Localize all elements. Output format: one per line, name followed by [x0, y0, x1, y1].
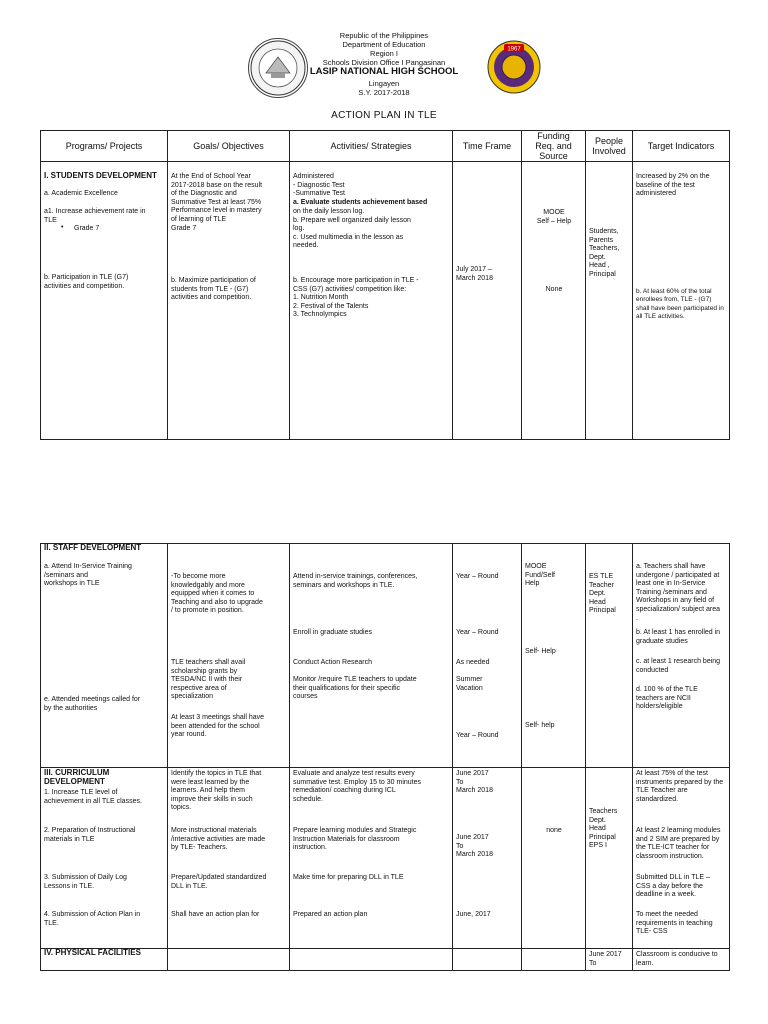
activity-item: Conduct Action Research: [293, 659, 372, 666]
col-header-programs: Programs/ Projects: [41, 131, 168, 162]
cell-funding: [522, 768, 586, 949]
activity-item: Make time for preparing DLL in TLE: [293, 874, 404, 881]
time-item: As needed: [456, 659, 490, 666]
col-header-people: People Involved: [586, 131, 633, 162]
program-item: 3. Submission of Daily Log Lessons in TLE.: [44, 874, 127, 890]
time-item: Year – Round: [456, 629, 499, 636]
time-item: Year – Round: [456, 732, 499, 739]
cell-target: [633, 544, 730, 768]
goal-item: At least 3 meetings shall have been attended for the school year round.: [171, 714, 264, 739]
program-item: Grade 7: [74, 225, 100, 232]
people-item: Students, Parents Teachers, Dept. Head , Principal: [589, 228, 620, 278]
program-item: 2. Preparation of Instructional materials in TLE: [44, 827, 136, 843]
action-plan-table-1: [40, 130, 730, 440]
target-item: Submitted DLL in TLE – CSS a day before the deadline in a week.: [636, 874, 710, 899]
funding-item: MOOE Self – Help: [536, 209, 572, 225]
goal-item: At the End of School Year 2017-2018 base on the result of the Diagnostic and Summative Test at least 75% Performance level in mastery of learning of TLE Grade 7: [171, 173, 263, 232]
cell-people: [586, 162, 633, 440]
header-town: Lingayen: [368, 79, 400, 88]
program-item: 1. Increase TLE level of achievement in all TLE classes.: [44, 789, 142, 805]
cell-time-frame: [453, 162, 522, 440]
target-item: d. 100 % of the TLE teachers are NCII holders/eligible: [636, 686, 698, 711]
svg-text:1967: 1967: [507, 46, 521, 53]
section-title: III. CURRICULUM DEVELOPMENT: [44, 768, 110, 786]
cell-funding: [522, 544, 586, 768]
col-header-time-frame: Time Frame: [453, 131, 522, 162]
time-item: Summer Vacation: [456, 676, 483, 692]
activity-item: Enroll in graduate studies: [293, 629, 372, 636]
goal-item: b. Maximize participation of students from TLE - (G7) activities and competition.: [171, 277, 256, 302]
time-item: July 2017 – March 2018: [456, 266, 493, 282]
cell-time-frame: [453, 949, 522, 971]
cell-target: [633, 768, 730, 949]
target-item: At least 2 learning modules and 2 SIM are prepared by the TLE-ICT teacher for classroom instruction.: [636, 827, 721, 860]
action-plan-table-2: [40, 543, 730, 971]
cell-programs: [41, 768, 168, 949]
activity-item: Evaluate and analyze test results every summative test. Employ 15 to 30 minutes remediation/ coaching during ICL schedule.: [293, 770, 421, 803]
funding-item: Self- help: [525, 722, 555, 729]
cell-goals: [168, 162, 290, 440]
people-item: June 2017 To: [589, 951, 622, 967]
activity-item: Prepared an action plan: [293, 911, 368, 918]
time-item: June 2017 To March 2018: [456, 770, 493, 795]
header-republic: Republic of the Philippines: [339, 31, 429, 40]
cell-people: [586, 544, 633, 768]
funding-item: none: [546, 827, 562, 834]
program-item: e. Attended meetings called for by the authorities: [44, 696, 141, 712]
section-title: II. STAFF DEVELOPMENT: [44, 543, 142, 552]
goal-item: Prepare/Updated standardized DLL in TLE.: [171, 874, 267, 890]
time-item: Year – Round: [456, 573, 499, 580]
cell-goals: [168, 544, 290, 768]
header-department: Department of Education: [342, 40, 426, 49]
bullet-icon: •: [61, 224, 64, 231]
program-item: b. Participation in TLE (G7) activities and competition.: [44, 274, 129, 290]
school-name: LASIP NATIONAL HIGH SCHOOL: [309, 66, 459, 77]
target-item: a. Teachers shall have undergone / participated at least one in In-Service Training /seminars and Workshops in any field of specialization/ subject area .: [636, 563, 721, 622]
activity-item: b. Encourage more participation in TLE - CSS (G7) activities/ competition like: 1. Nutrition Month 2. Festival of the Talents 3. Technolympics: [293, 277, 419, 319]
cell-time-frame: [453, 544, 522, 768]
goal-item: More instructional materials /interactive activities are made by TLE- Teachers.: [171, 827, 266, 852]
activity-item: Monitor /require TLE teachers to update their qualifications for their specific courses: [293, 676, 417, 701]
section-title: I. STUDENTS DEVELOPMENT: [44, 171, 157, 180]
cell-goals: [168, 949, 290, 971]
goal-item: -To become more knowledgably and more equipped when it comes to Teaching and also to upgrade / to promote in position.: [171, 573, 263, 615]
cell-activities: [290, 544, 453, 768]
activity-item: a. Evaluate students achievement based: [293, 199, 428, 206]
cell-programs: [41, 949, 168, 971]
target-item: b. At least 1 has enrolled in graduate studies: [636, 629, 721, 645]
activity-item: Attend in-service trainings, conferences, seminars and workshops in TLE.: [293, 573, 418, 589]
target-item: b. At least 60% of the total enrollees from, TLE - (G7) shall have been participated in all TLE activities.: [636, 288, 724, 320]
goal-item: TLE teachers shall avail scholarship grants by TESDA/NC II with their respective area of specialization: [171, 659, 246, 701]
cell-target: [633, 949, 730, 971]
goal-item: Shall have an action plan for: [171, 911, 260, 918]
program-item: 4. Submission of Action Plan in TLE.: [44, 911, 141, 927]
target-item: At least 75% of the test instruments prepared by the TLE Teacher are standardized.: [636, 770, 724, 803]
cell-activities: [290, 768, 453, 949]
time-item: June, 2017: [456, 911, 491, 918]
cell-people: [586, 768, 633, 949]
goal-item: Identify the topics in TLE that were least learned by the learners. And help them improve their skills in such topics.: [171, 770, 262, 812]
col-header-target: Target Indicators: [633, 131, 730, 162]
cell-programs: [41, 162, 168, 440]
header-division: Schools Division Office I Pangasinan: [322, 58, 446, 67]
target-item: c. at least 1 research being conducted: [636, 658, 721, 674]
cell-activities: [290, 162, 453, 440]
funding-item: Self- Help: [525, 648, 556, 655]
program-item: a. Attend In-Service Training /seminars and workshops in TLE: [44, 563, 132, 588]
cell-target: [633, 162, 730, 440]
page-title: ACTION PLAN IN TLE: [331, 110, 437, 121]
target-item: Increased by 2% on the baseline of the test administered: [636, 173, 710, 198]
cell-programs: [41, 544, 168, 768]
col-header-funding: Funding Req. and Source: [522, 131, 586, 162]
header-region: Region I: [370, 49, 398, 58]
activity-item: on the daily lesson log. b. Prepare well organized daily lesson log. c. Used multimedia in the lesson as needed.: [293, 208, 411, 250]
program-item: a. Academic Excellence: [44, 190, 118, 197]
funding-item: MOOE Fund/Self Help: [525, 563, 555, 588]
school-year: S.Y. 2017-2018: [358, 88, 410, 97]
time-item: June 2017 To March 2018: [456, 834, 493, 859]
cell-goals: [168, 768, 290, 949]
program-item: a1. Increase achievement rate in TLE: [44, 208, 146, 224]
activity-item: Administered - Diagnostic Test -Summative Test: [293, 173, 345, 198]
people-item: Teachers Dept. Head Principal EPS I: [589, 808, 618, 850]
cell-people: [586, 949, 633, 971]
target-item: To meet the needed requirements in teaching TLE- CSS: [636, 911, 713, 936]
cell-funding: [522, 162, 586, 440]
col-header-activities: Activities/ Strategies: [290, 131, 453, 162]
section-title: IV. PHYSICAL FACILITIES: [44, 948, 141, 957]
funding-item: None: [545, 286, 563, 293]
target-item: Classroom is conducive to learn.: [636, 951, 718, 967]
cell-funding: [522, 949, 586, 971]
activity-item: Prepare learning modules and Strategic Instruction Materials for classroom instruction.: [293, 827, 417, 852]
people-item: ES TLE Teacher Dept. Head Principal: [589, 573, 616, 615]
cell-activities: [290, 949, 453, 971]
col-header-goals: Goals/ Objectives: [168, 131, 290, 162]
cell-time-frame: [453, 768, 522, 949]
